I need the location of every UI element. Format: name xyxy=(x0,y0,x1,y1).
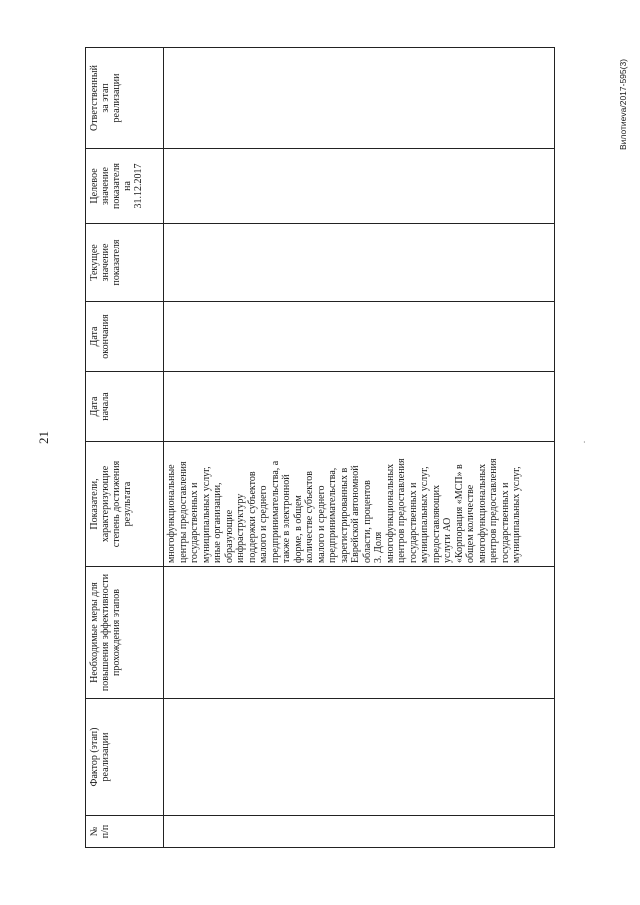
indicator-line: государственных и xyxy=(407,482,419,563)
indicator-line: области, процентов xyxy=(361,480,373,563)
cell-factor xyxy=(164,699,555,816)
indicator-line: муниципальных услуг, xyxy=(511,466,522,563)
indicator-line: также в электронной xyxy=(281,474,292,563)
indicator-line: инфраструктуру xyxy=(235,493,246,563)
indicator-line: многофункциональные xyxy=(166,464,177,563)
cell-responsible xyxy=(164,48,555,149)
cell-measures xyxy=(164,567,555,699)
indicator-line: малого и среднего xyxy=(258,485,269,563)
indicator-line: форме, в общем xyxy=(292,495,304,563)
header-target-value: Целевое значение показателя на 31.12.2017 xyxy=(86,149,164,224)
indicator-line: предпринимательства, а xyxy=(269,460,281,563)
header-number: № п/п xyxy=(86,816,164,848)
indicator-line: общем количестве xyxy=(465,484,476,563)
page-number: 21 xyxy=(36,431,51,444)
indicator-line: муниципальных услуг, xyxy=(200,466,212,563)
table-row xyxy=(164,48,555,848)
indicator-line: количестве субъектов xyxy=(304,471,315,563)
indicator-line: муниципальных услуг, xyxy=(419,466,430,563)
indicator-line: центров предоставления xyxy=(488,458,499,563)
indicator-line: зарегистрированных в xyxy=(338,467,350,563)
header-current-value: Текущее значение показателя xyxy=(86,224,164,302)
header-end-date: Дата окончания xyxy=(86,302,164,372)
header-start-date: Дата начала xyxy=(86,372,164,442)
indicator-line: Еврейской автономной xyxy=(350,465,361,563)
indicator-line: многофункциональных xyxy=(476,463,488,563)
implementation-table-container xyxy=(85,48,555,848)
implementation-table xyxy=(85,47,555,848)
indicator-line: центров предоставления xyxy=(396,458,407,563)
cell-end-date xyxy=(164,302,555,372)
indicator-line: иные организации, xyxy=(212,482,223,563)
header-measures: Необходимые меры для повышения эффективности прохождения этапов xyxy=(86,567,164,699)
indicator-line: государственных и xyxy=(499,482,511,563)
cell-indicators xyxy=(164,442,555,567)
table-header-row xyxy=(86,48,164,848)
cell-target-value xyxy=(164,149,555,224)
indicator-line: государственных и xyxy=(189,482,200,563)
header-factor: Фактор (этап) реализации xyxy=(86,699,164,816)
indicator-line: многофункциональных xyxy=(384,463,396,563)
indicator-line: «Корпорация «МСП» в xyxy=(453,464,465,563)
cell-number xyxy=(164,816,555,848)
indicator-line: малого и среднего xyxy=(315,485,327,563)
indicator-line: предоставляющих xyxy=(430,484,442,563)
cell-start-date xyxy=(164,372,555,442)
stray-mark: · xyxy=(583,438,586,447)
indicator-line: поддержки субъектов xyxy=(246,471,258,563)
indicator-line: образующие xyxy=(223,509,235,563)
document-code: Вилотиеva/2017-595(3) xyxy=(618,58,628,150)
header-responsible: Ответственный за этап реализации xyxy=(86,48,164,149)
indicator-line: 3. Доля xyxy=(373,531,384,563)
cell-current-value xyxy=(164,224,555,302)
header-indicators: Показатели, характеризующие степень достижения результата xyxy=(86,442,164,567)
indicator-line: центры предоставления xyxy=(177,461,189,563)
indicator-line: услуги АО xyxy=(442,517,453,563)
indicator-line: предпринимательства, xyxy=(327,467,338,563)
